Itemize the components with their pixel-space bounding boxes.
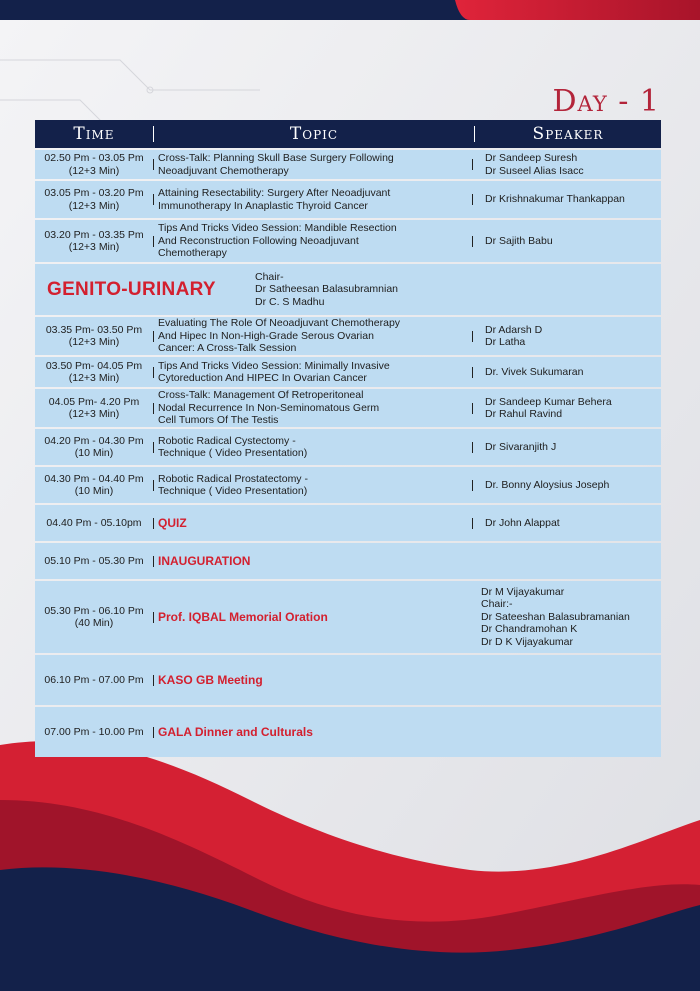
row-speaker: Dr John Alappat: [485, 516, 560, 529]
table-header: [35, 120, 661, 148]
row-speaker: Dr M Vijayakumar Chair:- Dr Sateeshan Balasubramanian Dr Chandramohan K Dr D K Vijayakumar: [481, 585, 630, 648]
row-time: 07.00 Pm - 10.00 Pm: [44, 725, 144, 738]
row-time: 03.05 Pm - 03.20 Pm (12+3 Min): [44, 187, 144, 212]
row-topic: Robotic Radical Cystectomy - Technique ( Video Presentation): [158, 434, 308, 459]
row-time: 06.10 Pm - 07.00 Pm: [44, 673, 144, 686]
row-topic: Tips And Tricks Video Session: Mandible Resection And Reconstruction Following Neoadjuvant Chemotherapy: [158, 222, 397, 260]
row-speaker: Dr. Vivek Sukumaran: [485, 365, 584, 378]
row-time: 05.10 Pm - 05.30 Pm: [44, 554, 144, 567]
row-topic: Tips And Tricks Video Session: Minimally Invasive Cytoreduction And HIPEC In Ovarian Cancer: [158, 359, 390, 384]
table-row: [35, 707, 661, 757]
table-row: [35, 429, 661, 465]
row-topic: INAUGURATION: [158, 553, 251, 568]
row-topic: Evaluating The Role Of Neoadjuvant Chemotherapy And Hipec In Non-High-Grade Serous Ovarian Cancer: A Cross-Talk Session: [158, 317, 401, 355]
table-row: [35, 467, 661, 503]
row-topic: KASO GB Meeting: [158, 672, 263, 687]
row-time: 04.40 Pm - 05.10pm: [46, 516, 142, 529]
table-row: [35, 357, 661, 387]
row-topic: GALA Dinner and Culturals: [158, 724, 313, 739]
section-genito-urinary: [35, 264, 661, 315]
row-speaker: Dr Sivaranjith J: [485, 440, 557, 453]
row-time: 04.30 Pm - 04.40 Pm (10 Min): [44, 472, 144, 497]
row-time: 03.20 Pm - 03.35 Pm (12+3 Min): [44, 228, 144, 253]
row-speaker: Dr Sandeep Kumar Behera Dr Rahul Ravind: [485, 395, 612, 420]
row-speaker: Dr Krishnakumar Thankappan: [485, 193, 625, 206]
header-time: Time: [73, 124, 115, 144]
row-topic: Cross-Talk: Planning Skull Base Surgery Following Neoadjuvant Chemotherapy: [158, 152, 394, 177]
row-topic: Robotic Radical Prostatectomy - Technique ( Video Presentation): [158, 472, 308, 497]
table-row: [35, 581, 661, 653]
section-title: GENITO-URINARY: [47, 278, 216, 300]
schedule-table: [35, 120, 661, 757]
row-time: 05.30 Pm - 06.10 Pm (40 Min): [44, 604, 144, 629]
row-topic: Attaining Resectability: Surgery After Neoadjuvant Immunotherapy In Anaplastic Thyroid Cancer: [158, 187, 391, 212]
row-speaker: Dr Sajith Babu: [485, 234, 553, 247]
table-row: [35, 181, 661, 218]
header-topic: Topic: [289, 124, 339, 144]
table-row: [35, 505, 661, 541]
row-time: 04.05 Pm- 4.20 Pm (12+3 Min): [48, 395, 140, 420]
table-row: [35, 317, 661, 355]
row-time: 04.20 Pm - 04.30 Pm (10 Min): [44, 434, 144, 459]
header-speaker: Speaker: [532, 124, 604, 144]
section-chairs: Chair- Dr Satheesan Balasubramnian Dr C. S Madhu: [255, 270, 399, 308]
row-topic: Prof. IQBAL Memorial Oration: [158, 609, 328, 624]
row-speaker: Dr Adarsh D Dr Latha: [485, 323, 543, 348]
table-row: [35, 150, 661, 179]
table-row: [35, 220, 661, 262]
row-time: 03.50 Pm- 04.05 Pm (12+3 Min): [45, 359, 143, 384]
row-speaker: Dr. Bonny Aloysius Joseph: [485, 478, 610, 491]
row-topic: QUIZ: [158, 515, 187, 530]
row-speaker: Dr Sandeep Suresh Dr Suseel Alias Isacc: [485, 152, 584, 177]
table-row: [35, 543, 661, 579]
row-time: 02.50 Pm - 03.05 Pm (12+3 Min): [44, 152, 144, 177]
row-topic: Cross-Talk: Management Of Retroperitoneal Nodal Recurrence In Non-Seminomatous Germ Cell Tumors Of The Testis: [158, 389, 380, 427]
table-row: [35, 655, 661, 705]
table-row: [35, 389, 661, 427]
day-title: Day - 1: [552, 84, 660, 119]
row-time: 03.35 Pm- 03.50 Pm (12+3 Min): [45, 323, 143, 348]
